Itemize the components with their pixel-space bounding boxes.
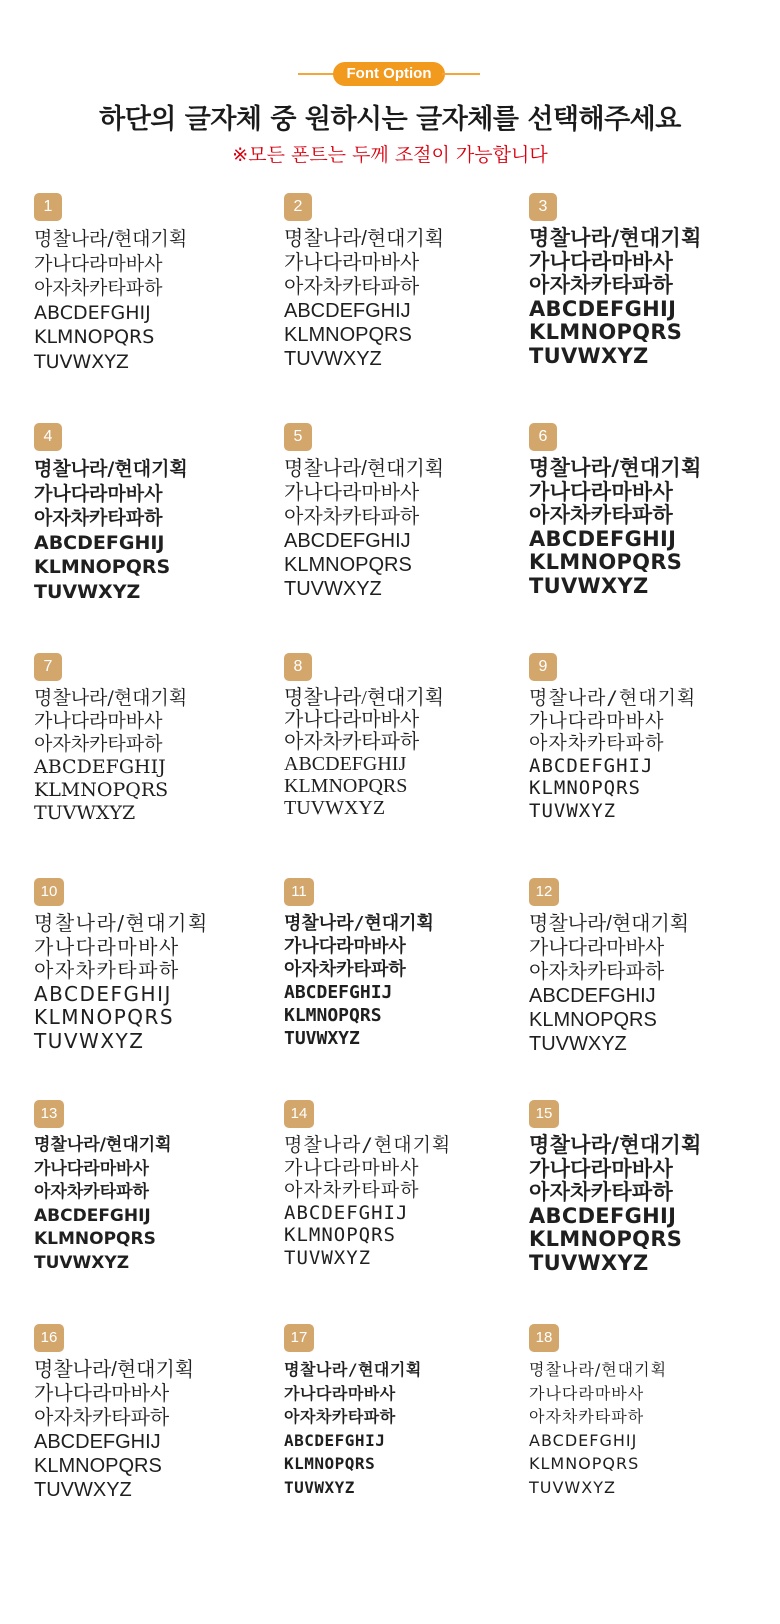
font-sample-line: 가나다라마바사 bbox=[34, 482, 163, 505]
font-sample-text bbox=[529, 687, 759, 822]
font-card-1[interactable] bbox=[34, 193, 264, 383]
font-number-badge: 13 bbox=[34, 1100, 64, 1128]
font-sample-line: 가나다라마바사 bbox=[529, 937, 665, 959]
font-number-badge: 11 bbox=[284, 878, 314, 906]
font-card-15[interactable] bbox=[529, 1100, 759, 1290]
font-sample-text bbox=[529, 912, 759, 1056]
font-sample-text bbox=[284, 1358, 514, 1499]
font-card-5[interactable] bbox=[284, 423, 514, 613]
font-sample-line: TUVWXYZ bbox=[284, 578, 382, 600]
font-sample-text bbox=[34, 1358, 264, 1502]
font-sample-line: 아자차카타파하 bbox=[34, 958, 180, 982]
font-sample-line: 가나다라마바사 bbox=[284, 709, 420, 731]
font-number-badge: 17 bbox=[284, 1324, 314, 1352]
font-sample-line: 아자차카타파하 bbox=[529, 1407, 645, 1426]
font-sample-line: 명찰나라/현대기획 bbox=[529, 913, 690, 935]
font-sample-line: KLMNOPQRS bbox=[284, 1454, 376, 1473]
font-sample-line: 가나다라마바사 bbox=[284, 1383, 396, 1403]
font-sample-line: TUVWXYZ bbox=[284, 1028, 360, 1049]
font-card-8[interactable] bbox=[284, 653, 514, 843]
font-number-badge: 18 bbox=[529, 1324, 559, 1352]
font-sample-line: KLMNOPQRS bbox=[529, 777, 641, 799]
font-sample-line: 가나다라마바사 bbox=[529, 249, 674, 274]
font-card-13[interactable] bbox=[34, 1100, 264, 1290]
font-sample-text bbox=[284, 227, 514, 371]
font-sample-line: TUVWXYZ bbox=[529, 1033, 627, 1055]
font-sample-line: ABCDEFGHIJ bbox=[284, 1430, 386, 1450]
font-sample-line: KLMNOPQRS bbox=[34, 1229, 156, 1249]
font-sample-line: 아자차카타파하 bbox=[284, 506, 420, 528]
font-sample-line: ABCDEFGHIJ bbox=[529, 1203, 677, 1228]
font-sample-line: KLMNOPQRS bbox=[284, 1224, 396, 1246]
font-sample-line: 가나다라마바사 bbox=[284, 936, 406, 957]
font-sample-line: 명찰나라/현대기획 bbox=[34, 687, 188, 709]
font-sample-line: ABCDEFGHIJ bbox=[529, 1430, 638, 1450]
font-sample-line: KLMNOPQRS bbox=[34, 556, 171, 578]
font-number-badge: 2 bbox=[284, 193, 312, 221]
font-sample-line: KLMNOPQRS bbox=[34, 1455, 162, 1477]
font-sample-line: 명찰나라/현대기획 bbox=[284, 1360, 422, 1379]
font-sample-line: 가나다라마바사 bbox=[34, 252, 163, 275]
font-sample-line: KLMNOPQRS bbox=[34, 326, 155, 348]
font-sample-text bbox=[284, 912, 514, 1050]
font-sample-line: ABCDEFGHIJ bbox=[529, 296, 677, 321]
font-sample-text bbox=[529, 457, 759, 598]
font-sample-line: 아자차카타파하 bbox=[284, 959, 406, 980]
font-sample-line: TUVWXYZ bbox=[34, 1479, 132, 1501]
font-sample-line: 아자차카타파하 bbox=[529, 273, 674, 297]
font-sample-line: 가나다라마바사 bbox=[529, 1156, 674, 1181]
font-number-badge: 7 bbox=[34, 653, 62, 681]
font-card-2[interactable] bbox=[284, 193, 514, 383]
font-sample-line: 가나다라마바사 bbox=[284, 1156, 420, 1179]
font-sample-line: 아자차카타파하 bbox=[284, 1179, 420, 1201]
font-sample-text bbox=[284, 457, 514, 601]
font-sample-line: 명찰나라/현대기획 bbox=[284, 913, 434, 934]
font-sample-line: 명찰나라/현대기획 bbox=[34, 228, 188, 250]
font-sample-line: 아자차카타파하 bbox=[529, 732, 665, 754]
font-sample-line: 명찰나라/현대기획 bbox=[34, 911, 209, 935]
font-sample-line: 명찰나라/현대기획 bbox=[529, 226, 702, 250]
font-sample-line: 가나다라마바사 bbox=[529, 709, 665, 732]
font-card-14[interactable] bbox=[284, 1100, 514, 1290]
font-sample-line: 아자차카타파하 bbox=[34, 733, 163, 755]
font-sample-line: 명찰나라/현대기획 bbox=[529, 1360, 668, 1379]
font-sample-line: 명찰나라/현대기획 bbox=[34, 458, 188, 480]
font-sample-line: 아자차카타파하 bbox=[34, 507, 163, 529]
font-sample-text bbox=[284, 687, 514, 819]
font-number-badge: 3 bbox=[529, 193, 557, 221]
font-number-badge: 4 bbox=[34, 423, 62, 451]
font-number-badge: 16 bbox=[34, 1324, 64, 1352]
font-sample-line: 명찰나라/현대기획 bbox=[529, 1133, 702, 1157]
font-sample-line: ABCDEFGHIJ bbox=[34, 981, 172, 1006]
font-number-badge: 1 bbox=[34, 193, 62, 221]
font-sample-line: 가나다라마바사 bbox=[34, 1158, 149, 1179]
font-number-badge: 9 bbox=[529, 653, 557, 681]
page-subtitle: ※모든 폰트는 두께 조절이 가능합니다 bbox=[232, 144, 548, 166]
font-sample-line: KLMNOPQRS bbox=[529, 320, 683, 344]
font-card-10[interactable] bbox=[34, 878, 264, 1068]
font-sample-line: 명찰나라/현대기획 bbox=[34, 1135, 172, 1155]
font-sample-text bbox=[284, 1134, 514, 1269]
font-sample-line: KLMNOPQRS bbox=[529, 550, 683, 574]
font-card-3[interactable] bbox=[529, 193, 759, 383]
font-number-badge: 5 bbox=[284, 423, 312, 451]
font-sample-line: 명찰나라/현대기획 bbox=[284, 228, 445, 250]
font-sample-line: ABCDEFGHIJ bbox=[529, 754, 654, 777]
font-sample-line: KLMNOPQRS bbox=[284, 324, 412, 346]
font-sample-line: KLMNOPQRS bbox=[34, 779, 169, 801]
font-number-badge: 6 bbox=[529, 423, 557, 451]
font-sample-line: ABCDEFGHIJ bbox=[34, 756, 166, 778]
font-sample-line: 가나다라마바사 bbox=[284, 482, 420, 504]
font-card-9[interactable] bbox=[529, 653, 759, 843]
font-sample-line: ABCDEFGHIJ bbox=[34, 531, 165, 554]
font-card-17[interactable] bbox=[284, 1324, 514, 1514]
font-sample-line: 가나다라마바사 bbox=[34, 1383, 170, 1405]
font-number-badge: 12 bbox=[529, 878, 559, 906]
font-sample-line: ABCDEFGHIJ bbox=[34, 1205, 151, 1226]
font-sample-line: 명찰나라/현대기획 bbox=[529, 687, 697, 709]
font-sample-line: 명찰나라/현대기획 bbox=[529, 456, 702, 480]
font-sample-line: KLMNOPQRS bbox=[34, 1005, 175, 1029]
font-sample-line: KLMNOPQRS bbox=[284, 554, 412, 576]
font-sample-line: ABCDEFGHIJ bbox=[284, 753, 407, 775]
font-sample-text bbox=[34, 227, 264, 374]
font-card-12[interactable] bbox=[529, 878, 759, 1068]
font-sample-line: 아자차카타파하 bbox=[34, 277, 163, 299]
font-sample-line: TUVWXYZ bbox=[529, 343, 649, 368]
font-sample-line: TUVWXYZ bbox=[284, 348, 382, 370]
font-sample-line: ABCDEFGHIJ bbox=[284, 300, 411, 322]
font-sample-line: KLMNOPQRS bbox=[529, 1009, 657, 1031]
font-sample-line: TUVWXYZ bbox=[529, 1250, 649, 1275]
font-sample-line: ABCDEFGHIJ bbox=[34, 1431, 161, 1453]
font-number-badge: 15 bbox=[529, 1100, 559, 1128]
font-card-6[interactable] bbox=[529, 423, 759, 613]
font-card-16[interactable] bbox=[34, 1324, 264, 1514]
font-sample-line: 아자차카타파하 bbox=[529, 503, 674, 527]
font-sample-line: TUVWXYZ bbox=[529, 573, 649, 598]
font-sample-line: TUVWXYZ bbox=[34, 580, 141, 603]
font-card-4[interactable] bbox=[34, 423, 264, 613]
font-sample-line: 아자차카타파하 bbox=[284, 731, 420, 753]
font-option-badge: Font Option bbox=[333, 62, 445, 86]
font-sample-line: ABCDEFGHIJ bbox=[284, 530, 411, 552]
font-card-7[interactable] bbox=[34, 653, 264, 843]
font-sample-line: 아자차카타파하 bbox=[529, 1180, 674, 1204]
font-sample-text bbox=[529, 1358, 759, 1499]
font-sample-line: 아자차카타파하 bbox=[34, 1407, 170, 1429]
font-sample-text bbox=[34, 457, 264, 604]
font-number-badge: 10 bbox=[34, 878, 64, 906]
font-sample-text bbox=[34, 1134, 264, 1275]
font-sample-line: TUVWXYZ bbox=[34, 802, 136, 824]
font-sample-line: 가나다라마바사 bbox=[34, 710, 163, 732]
font-sample-line: TUVWXYZ bbox=[284, 797, 386, 819]
font-sample-line: TUVWXYZ bbox=[529, 1477, 616, 1497]
font-sample-line: 명찰나라/현대기획 bbox=[284, 687, 445, 709]
font-sample-line: ABCDEFGHIJ bbox=[529, 526, 677, 551]
font-sample-line: 아자차카타파하 bbox=[284, 1407, 396, 1426]
page-title: 하단의 글자체 중 원하시는 글자체를 선택해주세요 bbox=[99, 104, 681, 135]
font-sample-line: TUVWXYZ bbox=[529, 799, 617, 822]
font-sample-line: KLMNOPQRS bbox=[284, 775, 408, 797]
font-sample-line: TUVWXYZ bbox=[284, 1246, 372, 1269]
font-sample-line: ABCDEFGHIJ bbox=[34, 301, 151, 324]
font-sample-line: TUVWXYZ bbox=[34, 1252, 130, 1273]
font-sample-line: KLMNOPQRS bbox=[529, 1227, 683, 1251]
font-sample-line: 가나다라마바사 bbox=[529, 1383, 645, 1403]
font-sample-line: TUVWXYZ bbox=[34, 1028, 145, 1053]
font-sample-line: TUVWXYZ bbox=[284, 1477, 355, 1497]
font-sample-line: ABCDEFGHIJ bbox=[284, 1201, 409, 1224]
font-sample-line: 명찰나라/현대기획 bbox=[284, 458, 445, 480]
font-sample-text bbox=[529, 227, 759, 368]
font-sample-line: KLMNOPQRS bbox=[284, 1005, 382, 1026]
font-sample-line: 가나다라마바사 bbox=[529, 479, 674, 504]
font-sample-text bbox=[529, 1134, 759, 1275]
font-sample-line: ABCDEFGHIJ bbox=[284, 982, 393, 1003]
font-sample-line: 아자차카타파하 bbox=[34, 1182, 149, 1202]
font-sample-line: ABCDEFGHIJ bbox=[529, 985, 656, 1007]
font-sample-line: 가나다라마바사 bbox=[284, 252, 420, 274]
font-sample-line: 가나다라마바사 bbox=[34, 934, 180, 959]
font-sample-line: 아자차카타파하 bbox=[284, 276, 420, 298]
font-card-18[interactable] bbox=[529, 1324, 759, 1514]
font-card-11[interactable] bbox=[284, 878, 514, 1068]
font-number-badge: 14 bbox=[284, 1100, 314, 1128]
font-sample-line: KLMNOPQRS bbox=[529, 1454, 640, 1473]
font-sample-line: 명찰나라/현대기획 bbox=[284, 1134, 452, 1156]
font-sample-text bbox=[34, 687, 264, 825]
font-sample-line: 아자차카타파하 bbox=[529, 961, 665, 983]
font-sample-line: 명찰나라/현대기획 bbox=[34, 1359, 195, 1381]
font-sample-text bbox=[34, 912, 264, 1053]
font-sample-line: TUVWXYZ bbox=[34, 350, 129, 373]
font-number-badge: 8 bbox=[284, 653, 312, 681]
